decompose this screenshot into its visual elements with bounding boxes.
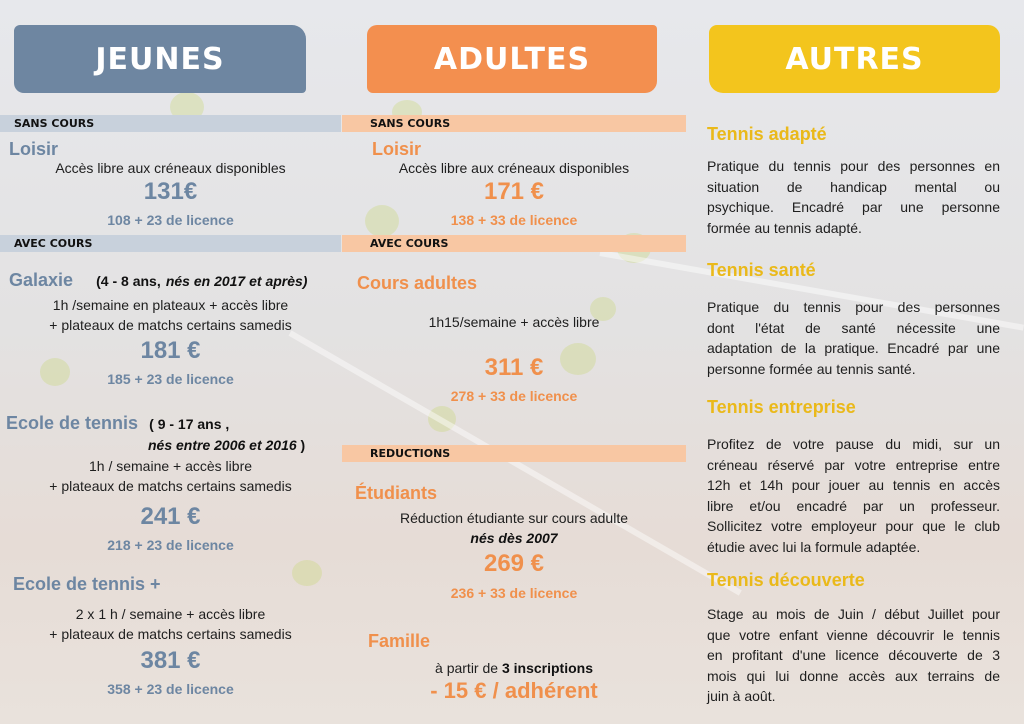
ecole-line2: + plateaux de matchs certains samedis — [49, 478, 292, 494]
ecole-line1: 1h / semaine + accès libre — [88, 458, 253, 474]
cours-adultes-price: 311 € — [484, 354, 544, 381]
famille-line1 — [342, 658, 686, 677]
galaxie-title: Galaxie — [9, 270, 74, 290]
adultes-loisir-desc: Accès libre aux créneaux disponibles — [398, 160, 630, 176]
jeunes-banner: JEUNES — [14, 25, 306, 93]
background-tennis-ball — [292, 560, 322, 586]
tennis-sante-line: adaptation de la pratique. Encadré par une — [707, 340, 1000, 357]
etudiants-line1: Réduction étudiante sur cours adulte — [399, 510, 629, 526]
tennis-adapte-text — [707, 156, 1000, 238]
etudiants-price: 269 € — [483, 550, 545, 577]
tennis-sante-line: dont l'état de santé nécessite une — [707, 319, 1000, 336]
cours-adultes-title: Cours adultes — [357, 273, 478, 293]
ecole-plus-title: Ecole de tennis + — [13, 574, 161, 594]
ecole-plus-line2: + plateaux de matchs certains samedis — [49, 626, 292, 642]
reductions-band: REDUCTIONS — [342, 445, 686, 462]
ecole-title: Ecole de tennis — [6, 413, 139, 433]
tennis-entreprise-title: Tennis entreprise — [707, 397, 856, 417]
autres-banner: AUTRES — [709, 25, 1000, 93]
tennis-decouverte-line: Stage au mois de Juin / début Juillet pour — [707, 606, 1000, 622]
tennis-entreprise-line: Profitez de votre pause du midi, sur un — [707, 436, 1000, 452]
tennis-entreprise-text — [707, 434, 1000, 558]
adultes-sans-cours-band: SANS COURS — [342, 115, 686, 132]
tennis-entreprise-line: étudie avec lui la formule adaptée. — [707, 538, 921, 555]
ecole-age: ( 9 - 17 ans , — [149, 416, 230, 432]
tennis-sante-line: Pratique du tennis pour des personnes — [707, 299, 1000, 315]
ecole-heading — [6, 413, 229, 434]
galaxie-age-years: nés en 2017 et après) — [165, 273, 308, 289]
ecole-price: 241 € — [140, 503, 201, 530]
jeunes-loisir-detail: 108 + 23 de licence — [107, 212, 234, 228]
adultes-loisir-detail: 138 + 33 de licence — [450, 212, 578, 228]
etudiants-line2: nés dès 2007 — [470, 530, 558, 546]
galaxie-heading — [9, 270, 307, 291]
adultes-avec-cours-band: AVEC COURS — [342, 235, 686, 252]
ecole-age-close: ) — [296, 437, 306, 453]
adultes-loisir-price: 171 € — [483, 178, 545, 205]
tennis-decouverte-title: Tennis découverte — [707, 570, 865, 590]
tennis-decouverte-line: juin à août. — [707, 688, 776, 705]
ecole-plus-line1: 2 x 1 h / semaine + accès libre — [75, 606, 266, 622]
tennis-sante-text — [707, 297, 1000, 379]
galaxie-line1: 1h /semaine en plateaux + accès libre — [52, 297, 289, 313]
tennis-adapte-line: Pratique du tennis pour des personnes en — [707, 158, 1000, 174]
etudiants-detail: 236 + 33 de licence — [450, 585, 578, 601]
jeunes-loisir-title: Loisir — [9, 139, 59, 159]
famille-line1-text: à partir de — [435, 660, 502, 676]
famille-title: Famille — [368, 631, 431, 651]
tennis-sante-title: Tennis santé — [707, 260, 816, 280]
tennis-decouverte-line: que votre enfant vienne découvrir le tennis — [707, 626, 1000, 643]
cours-adultes-detail: 278 + 33 de licence — [450, 388, 578, 404]
galaxie-line2: + plateaux de matchs certains samedis — [49, 317, 292, 333]
tennis-adapte-line: formée au tennis adapté. — [707, 219, 862, 236]
ecole-plus-detail: 358 + 23 de licence — [107, 681, 234, 697]
tennis-entreprise-line: créneau réservé par votre entreprise entre — [707, 456, 1000, 473]
tennis-adapte-line: situation de handicap mental ou — [707, 178, 1000, 195]
galaxie-age: (4 - 8 ans, — [96, 273, 161, 289]
famille-price: - 15 € / adhérent — [430, 678, 598, 703]
tennis-entreprise-line: 12h et 14h pour jouer au tennis en accès — [707, 477, 1000, 494]
adultes-loisir-title: Loisir — [372, 139, 422, 159]
tennis-decouverte-text — [707, 604, 1000, 707]
jeunes-loisir-desc: Accès libre aux créneaux disponibles — [55, 160, 286, 176]
tennis-adapte-title: Tennis adapté — [707, 124, 827, 144]
jeunes-loisir-price: 131€ — [143, 178, 198, 205]
ecole-plus-price: 381 € — [140, 647, 201, 674]
famille-line1-bold: 3 inscriptions — [501, 660, 593, 676]
cours-adultes-line1: 1h15/semaine + accès libre — [428, 314, 600, 330]
galaxie-detail: 185 + 23 de licence — [107, 371, 234, 387]
jeunes-avec-cours-band: AVEC COURS — [0, 235, 341, 252]
tennis-decouverte-line: en profitant d'une licence découverte de 3 — [707, 647, 1000, 664]
tennis-entreprise-line: Sollicitez votre employeur pour que le club — [707, 518, 1000, 535]
ecole-detail: 218 + 23 de licence — [107, 537, 234, 553]
ecole-age-years: nés entre 2006 et 2016 — [148, 437, 297, 453]
tennis-sante-line: personne formée au tennis santé. — [707, 360, 916, 377]
etudiants-title: Étudiants — [355, 483, 438, 503]
tennis-decouverte-line: mois qui lui donne accès aux terrains de — [707, 667, 1000, 684]
adultes-banner: ADULTES — [367, 25, 657, 93]
galaxie-price: 181 € — [140, 337, 201, 364]
jeunes-sans-cours-band: SANS COURS — [0, 115, 341, 132]
tennis-adapte-line: psychique. Encadré par une personne — [707, 199, 1000, 216]
tennis-entreprise-line: libre et/ou encadré par un professeur. — [707, 497, 1000, 514]
ecole-age-years-line — [148, 435, 305, 454]
